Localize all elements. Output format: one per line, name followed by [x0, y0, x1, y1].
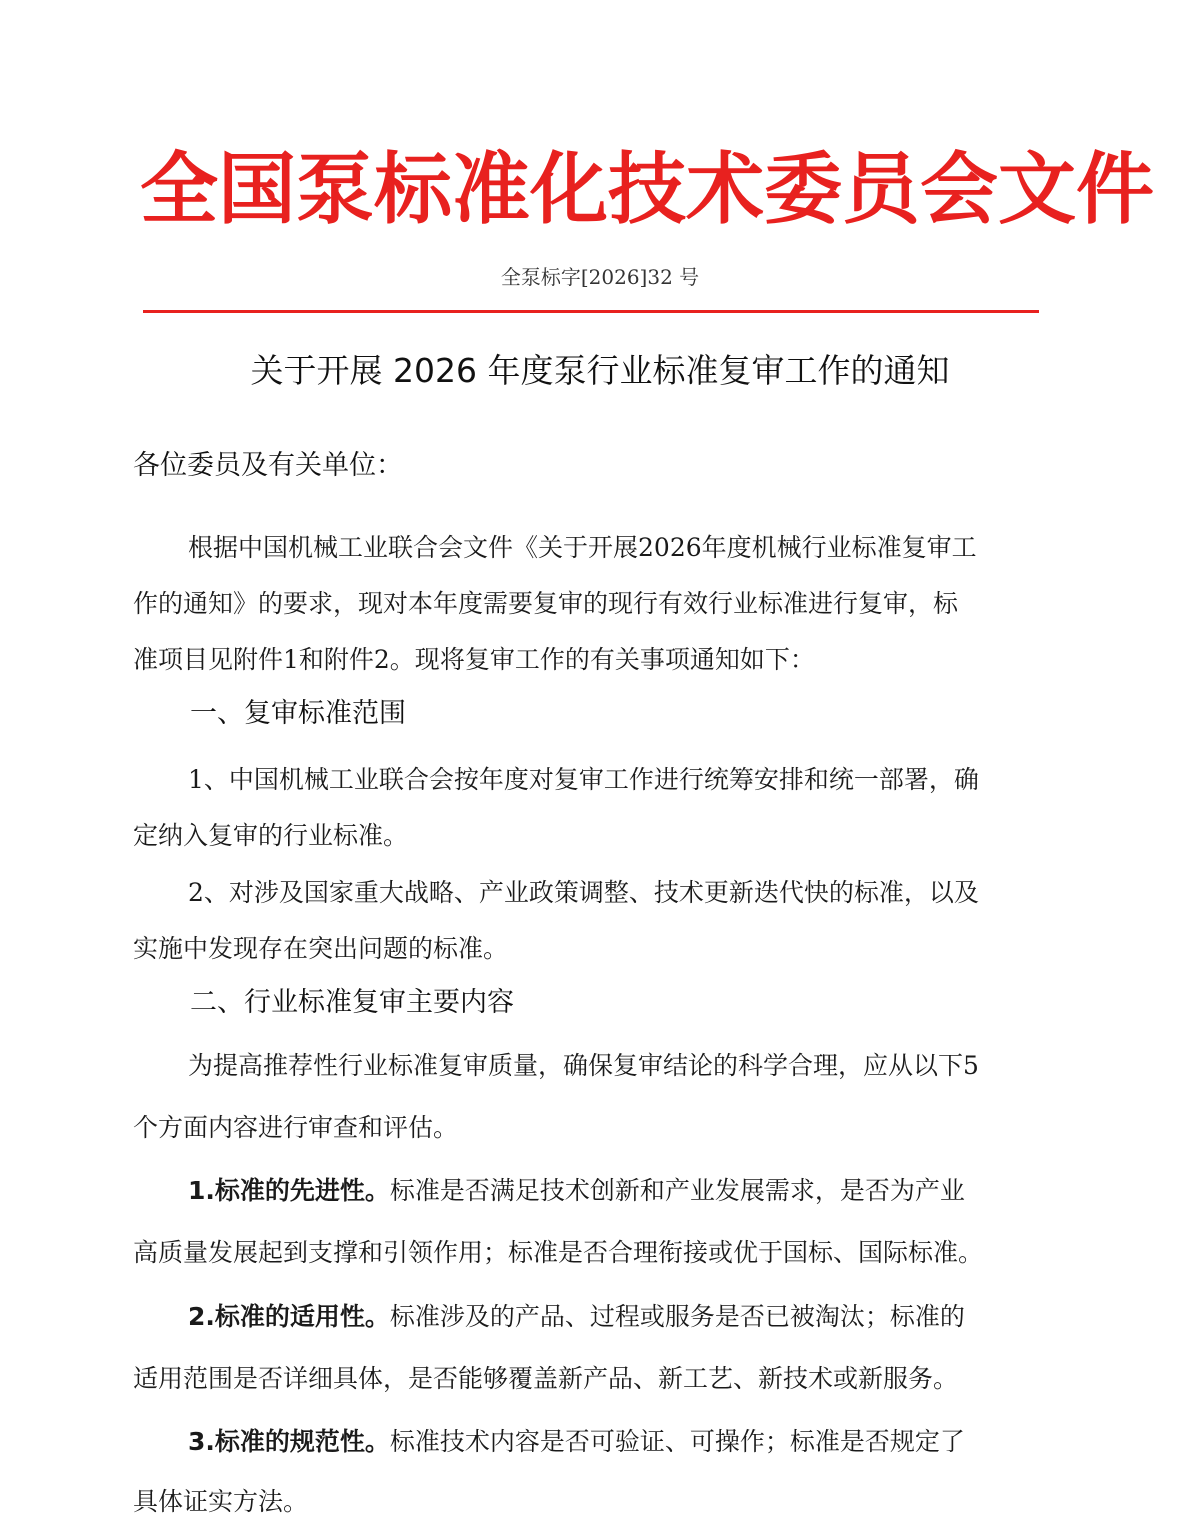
criterion-3-lead: 3.标准的规范性。 — [188, 1427, 390, 1456]
criterion-2-text: 标准涉及的产品、过程或服务是否已被淘汰；标准的 — [389, 1302, 965, 1331]
section-heading-content: 二、行业标准复审主要内容 — [190, 987, 514, 1018]
salutation: 各位委员及有关单位： — [133, 450, 403, 481]
criterion-2-line-1 — [188, 1297, 965, 1337]
issuer-header-title: 全国泵标准化技术委员会文件 — [140, 145, 1155, 235]
scope-item-2-line-2: 实施中发现存在突出问题的标准。 — [133, 934, 509, 963]
document-number: 全泵标字[2026]32 号 — [500, 265, 700, 289]
criterion-3-text: 标准技术内容是否可验证、可操作；标准是否规定了 — [389, 1427, 965, 1456]
criterion-3-line-1 — [188, 1422, 965, 1462]
intro-line-1: 根据中国机械工业联合会文件《关于开展2026年度机械行业标准复审工 — [188, 533, 977, 562]
scope-item-1-line-2: 定纳入复审的行业标准。 — [133, 821, 409, 850]
criterion-1-line-1 — [188, 1171, 965, 1211]
criterion-2-line-2: 适用范围是否详细具体，是否能够覆盖新产品、新工艺、新技术或新服务。 — [133, 1364, 959, 1393]
scope-item-1-line-1: 1、中国机械工业联合会按年度对复审工作进行统筹安排和统一部署，确 — [188, 765, 979, 794]
scope-item-2-line-1: 2、对涉及国家重大战略、产业政策调整、技术更新迭代快的标准，以及 — [188, 878, 979, 907]
intro-line-2: 作的通知》的要求，现对本年度需要复审的现行有效行业标准进行复审，标 — [133, 589, 959, 618]
criterion-2-lead: 2.标准的适用性。 — [188, 1302, 390, 1331]
section-heading-scope: 一、复审标准范围 — [190, 698, 406, 729]
notice-title: 关于开展 2026 年度泵行业标准复审工作的通知 — [250, 351, 950, 390]
criterion-1-line-2: 高质量发展起到支撑和引领作用；标准是否合理衔接或优于国标、国际标准。 — [133, 1238, 984, 1267]
criterion-3-line-2: 具体证实方法。 — [133, 1487, 309, 1516]
criterion-1-text: 标准是否满足技术创新和产业发展需求，是否为产业 — [389, 1176, 965, 1205]
red-divider-line — [143, 310, 1039, 313]
content-intro-line-2: 个方面内容进行审查和评估。 — [133, 1113, 459, 1142]
criterion-1-lead: 1.标准的先进性。 — [188, 1176, 390, 1205]
content-intro-line-1: 为提高推荐性行业标准复审质量，确保复审结论的科学合理，应从以下5 — [188, 1051, 979, 1080]
intro-line-3: 准项目见附件1和附件2。现将复审工作的有关事项通知如下： — [133, 645, 815, 674]
